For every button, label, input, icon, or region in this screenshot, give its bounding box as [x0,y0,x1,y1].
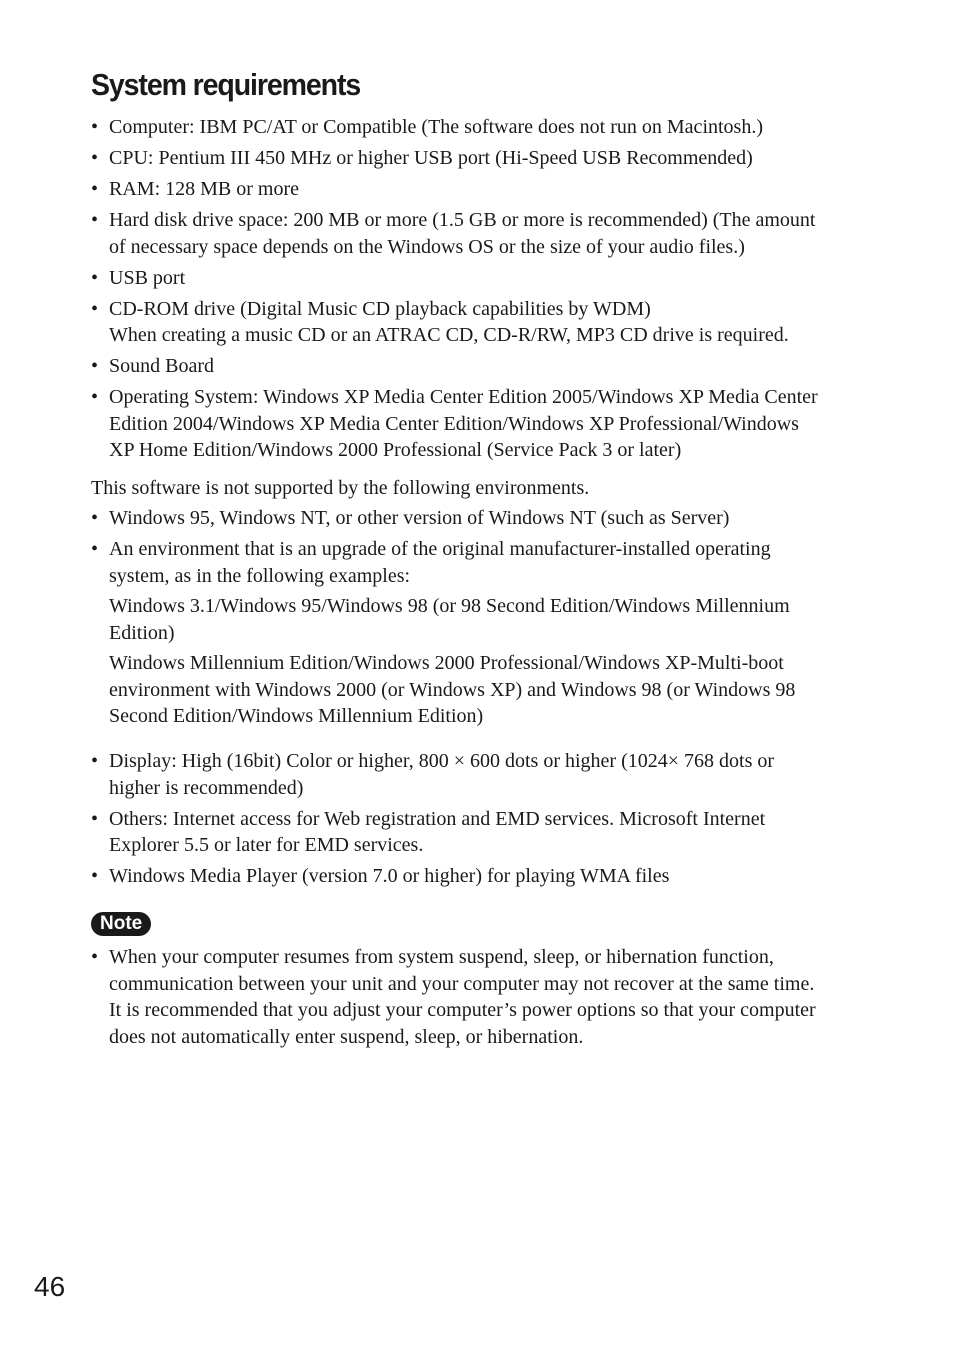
list-item [91,748,891,801]
list-item-line: system, as in the following examples: [109,564,411,587]
list-item-line: RAM: 128 MB or more [109,178,299,200]
list-item-line: It is recommended that you adjust your computer’s power options so that your computer [109,999,816,1021]
list-item-line: USB port [109,266,186,289]
list-item [91,536,891,730]
bullet-icon: • [91,507,99,529]
list-item-line: Computer: IBM PC/AT or Compatible (The software does not run on Macintosh.) [109,116,763,138]
bullet-icon: • [91,297,99,320]
list-item [91,863,891,890]
list-item [91,176,891,203]
bullet-icon: • [91,178,99,200]
bullet-icon: • [91,209,99,231]
page-title: System requirements [91,67,361,102]
requirements-list [91,114,891,464]
list-item-line: Display: High (16bit) Color or higher, 800 × 600 dots or higher (1024× 768 dots or [109,750,775,772]
page-number: 46 [34,1271,66,1302]
list-item-line: Sound Board [109,355,214,377]
section-spacer [91,734,891,748]
bullet-icon: • [91,147,99,169]
notes-list [91,944,891,1050]
bullet-icon: • [91,750,99,772]
list-item-line: Operating System: Windows XP Media Center Edition 2005/Windows XP Media Center [109,386,818,408]
bullet-icon: • [91,355,99,377]
example-line: environment with Windows 2000 (or Windows XP) and Windows 98 (or Windows 98 [109,678,796,701]
unsupported-list [91,505,891,730]
example-line: Windows 3.1/Windows 95/Windows 98 (or 98 Second Edition/Windows Millennium [109,595,790,617]
list-item-line: communication between your unit and your computer may not recover at the same time. [109,972,815,995]
example-line: Edition) [109,621,175,644]
list-item [91,114,891,141]
list-item-line: Windows Media Player (version 7.0 or higher) for playing WMA files [109,865,670,887]
list-item-line: Explorer 5.5 or later for EMD services. [109,834,424,856]
list-item-line: Windows 95, Windows NT, or other version of Windows NT (such as Server) [109,507,730,529]
document-page [91,66,891,1055]
list-item-line: When creating a music CD or an ATRAC CD, CD-R/RW, MP3 CD drive is required. [109,324,789,346]
list-item [91,207,891,260]
list-item [91,384,891,464]
list-item [91,296,891,349]
bullet-icon: • [91,946,99,968]
list-item-line: Edition 2004/Windows XP Media Center Edition/Windows XP Professional/Windows [109,412,799,435]
list-item [91,145,891,172]
note-badge: Note [91,912,151,936]
bullet-icon: • [91,538,99,560]
list-item-line: higher is recommended) [109,776,304,799]
unsupported-intro: This software is not supported by the following environments. [91,476,590,499]
list-item-line: CPU: Pentium III 450 MHz or higher USB port (Hi-Speed USB Recommended) [109,147,753,169]
list-item-line: An environment that is an upgrade of the original manufacturer-installed operating [109,538,771,560]
list-item-line: of necessary space depends on the Windows OS or the size of your audio files.) [109,235,745,258]
list-item [91,505,891,532]
example-block [109,593,891,646]
list-item [91,944,891,1050]
bullet-icon: • [91,266,99,289]
example-line: Second Edition/Windows Millennium Edition) [109,705,484,727]
list-item-line: Others: Internet access for Web registration and EMD services. Microsoft Internet [109,807,766,830]
example-line: Windows Millennium Edition/Windows 2000 Professional/Windows XP-Multi-boot [109,652,784,674]
bullet-icon: • [91,807,99,830]
list-item-line: Hard disk drive space: 200 MB or more (1.5 GB or more is recommended) (The amount [109,209,816,231]
list-item-line: XP Home Edition/Windows 2000 Professional (Service Pack 3 or later) [109,439,682,461]
more-requirements-list [91,748,891,890]
list-item [91,806,891,859]
list-item-line: does not automatically enter suspend, sleep, or hibernation. [109,1025,584,1048]
example-block [109,650,891,730]
list-item [91,265,891,292]
list-item-line: When your computer resumes from system suspend, sleep, or hibernation function, [109,946,774,968]
list-item-line: CD-ROM drive (Digital Music CD playback capabilities by WDM) [109,297,651,320]
bullet-icon: • [91,386,99,408]
bullet-icon: • [91,116,99,138]
bullet-icon: • [91,865,99,887]
list-item [91,353,891,380]
